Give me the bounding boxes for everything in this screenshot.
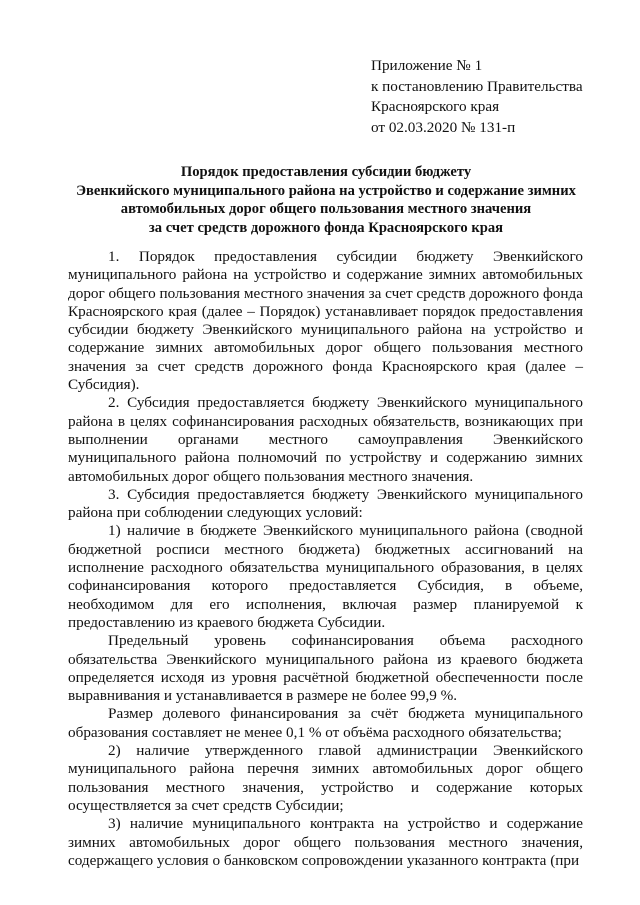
title-line-3: автомобильных дорог общего пользования местного значения — [120, 201, 532, 217]
document-body — [68, 248, 583, 870]
paragraph-1: 1. Порядок предоставления субсидии бюджету Эвенкийского муниципального района на устройство и содержание зимних автомобильных дорог общего пользования местного значения за счет средств дорожного фонда Красноярского края (далее – Порядок) устанавливает порядок предоставления субсидии бюджету Эвенкийского муниципального района на устройство и содержание зимних автомобильных дорог общего пользования местного значения за счет средств дорожного фонда Красноярского края (далее – Субсидия). — [68, 248, 583, 394]
appendix-line-3: Красноярского края — [371, 98, 500, 115]
paragraph-3: 3. Субсидия предоставляется бюджету Эвенкийского муниципального района при соблюдении следующих условий: — [68, 485, 583, 522]
paragraph-7: 2) наличие утвержденного главой администрации Эвенкийского муниципального района перечня зимних автомобильных дорог общего пользования местного значения, устройство и содержание которых осуществляется за счет средств Субсидии; — [68, 742, 583, 814]
paragraph-4: 1) наличие в бюджете Эвенкийского муниципального района (сводной бюджетной росписи местного бюджета) бюджетных ассигнований на исполнение расходного обязательства муниципального образования, в целях софинансирования которого предоставляется Субсидия, в объеме, необходимом для его исполнения, включая размер планируемой к предоставлению из краевого бюджета Субсидии. — [68, 522, 583, 631]
document-title — [56, 163, 596, 237]
title-line-4: за счет средств дорожного фонда Красноярского края — [148, 219, 504, 236]
appendix-line-2: к постановлению Правительства — [371, 77, 583, 95]
title-line-1: Порядок предоставления субсидии бюджету — [180, 164, 472, 180]
title-line-2: Эвенкийского муниципального района на устройство и содержание зимних — [76, 182, 576, 199]
paragraph-5: Предельный уровень софинансирования объема расходного обязательства Эвенкийского муниципального района из краевого бюджета определяется исходя из уровня расчётной бюджетной обеспеченности после выравнивания и устанавливается в размере не более 99,9 %. — [68, 632, 583, 705]
paragraph-2: 2. Субсидия предоставляется бюджету Эвенкийского муниципального района в целях софинансирования расходных обязательств, возникающих при выполнении органами местного самоуправления Эвенкийского муниципального района полномочий по устройству и содержанию зимних автомобильных дорог общего пользования местного значения. — [68, 394, 583, 485]
paragraph-6: Размер долевого финансирования за счёт бюджета муниципального образования составляет не менее 0,1 % от объёма расходного обязательства; — [68, 705, 583, 741]
appendix-line-1: Приложение № 1 — [371, 57, 483, 74]
appendix-line-4: от 02.03.2020 № 131-п — [371, 118, 516, 136]
appendix-note — [371, 56, 621, 138]
paragraph-8: 3) наличие муниципального контракта на устройство и содержание зимних автомобильных дорог общего пользования местного значения, содержащего условия о банковском сопровождении указанного контракта (при — [68, 815, 583, 869]
